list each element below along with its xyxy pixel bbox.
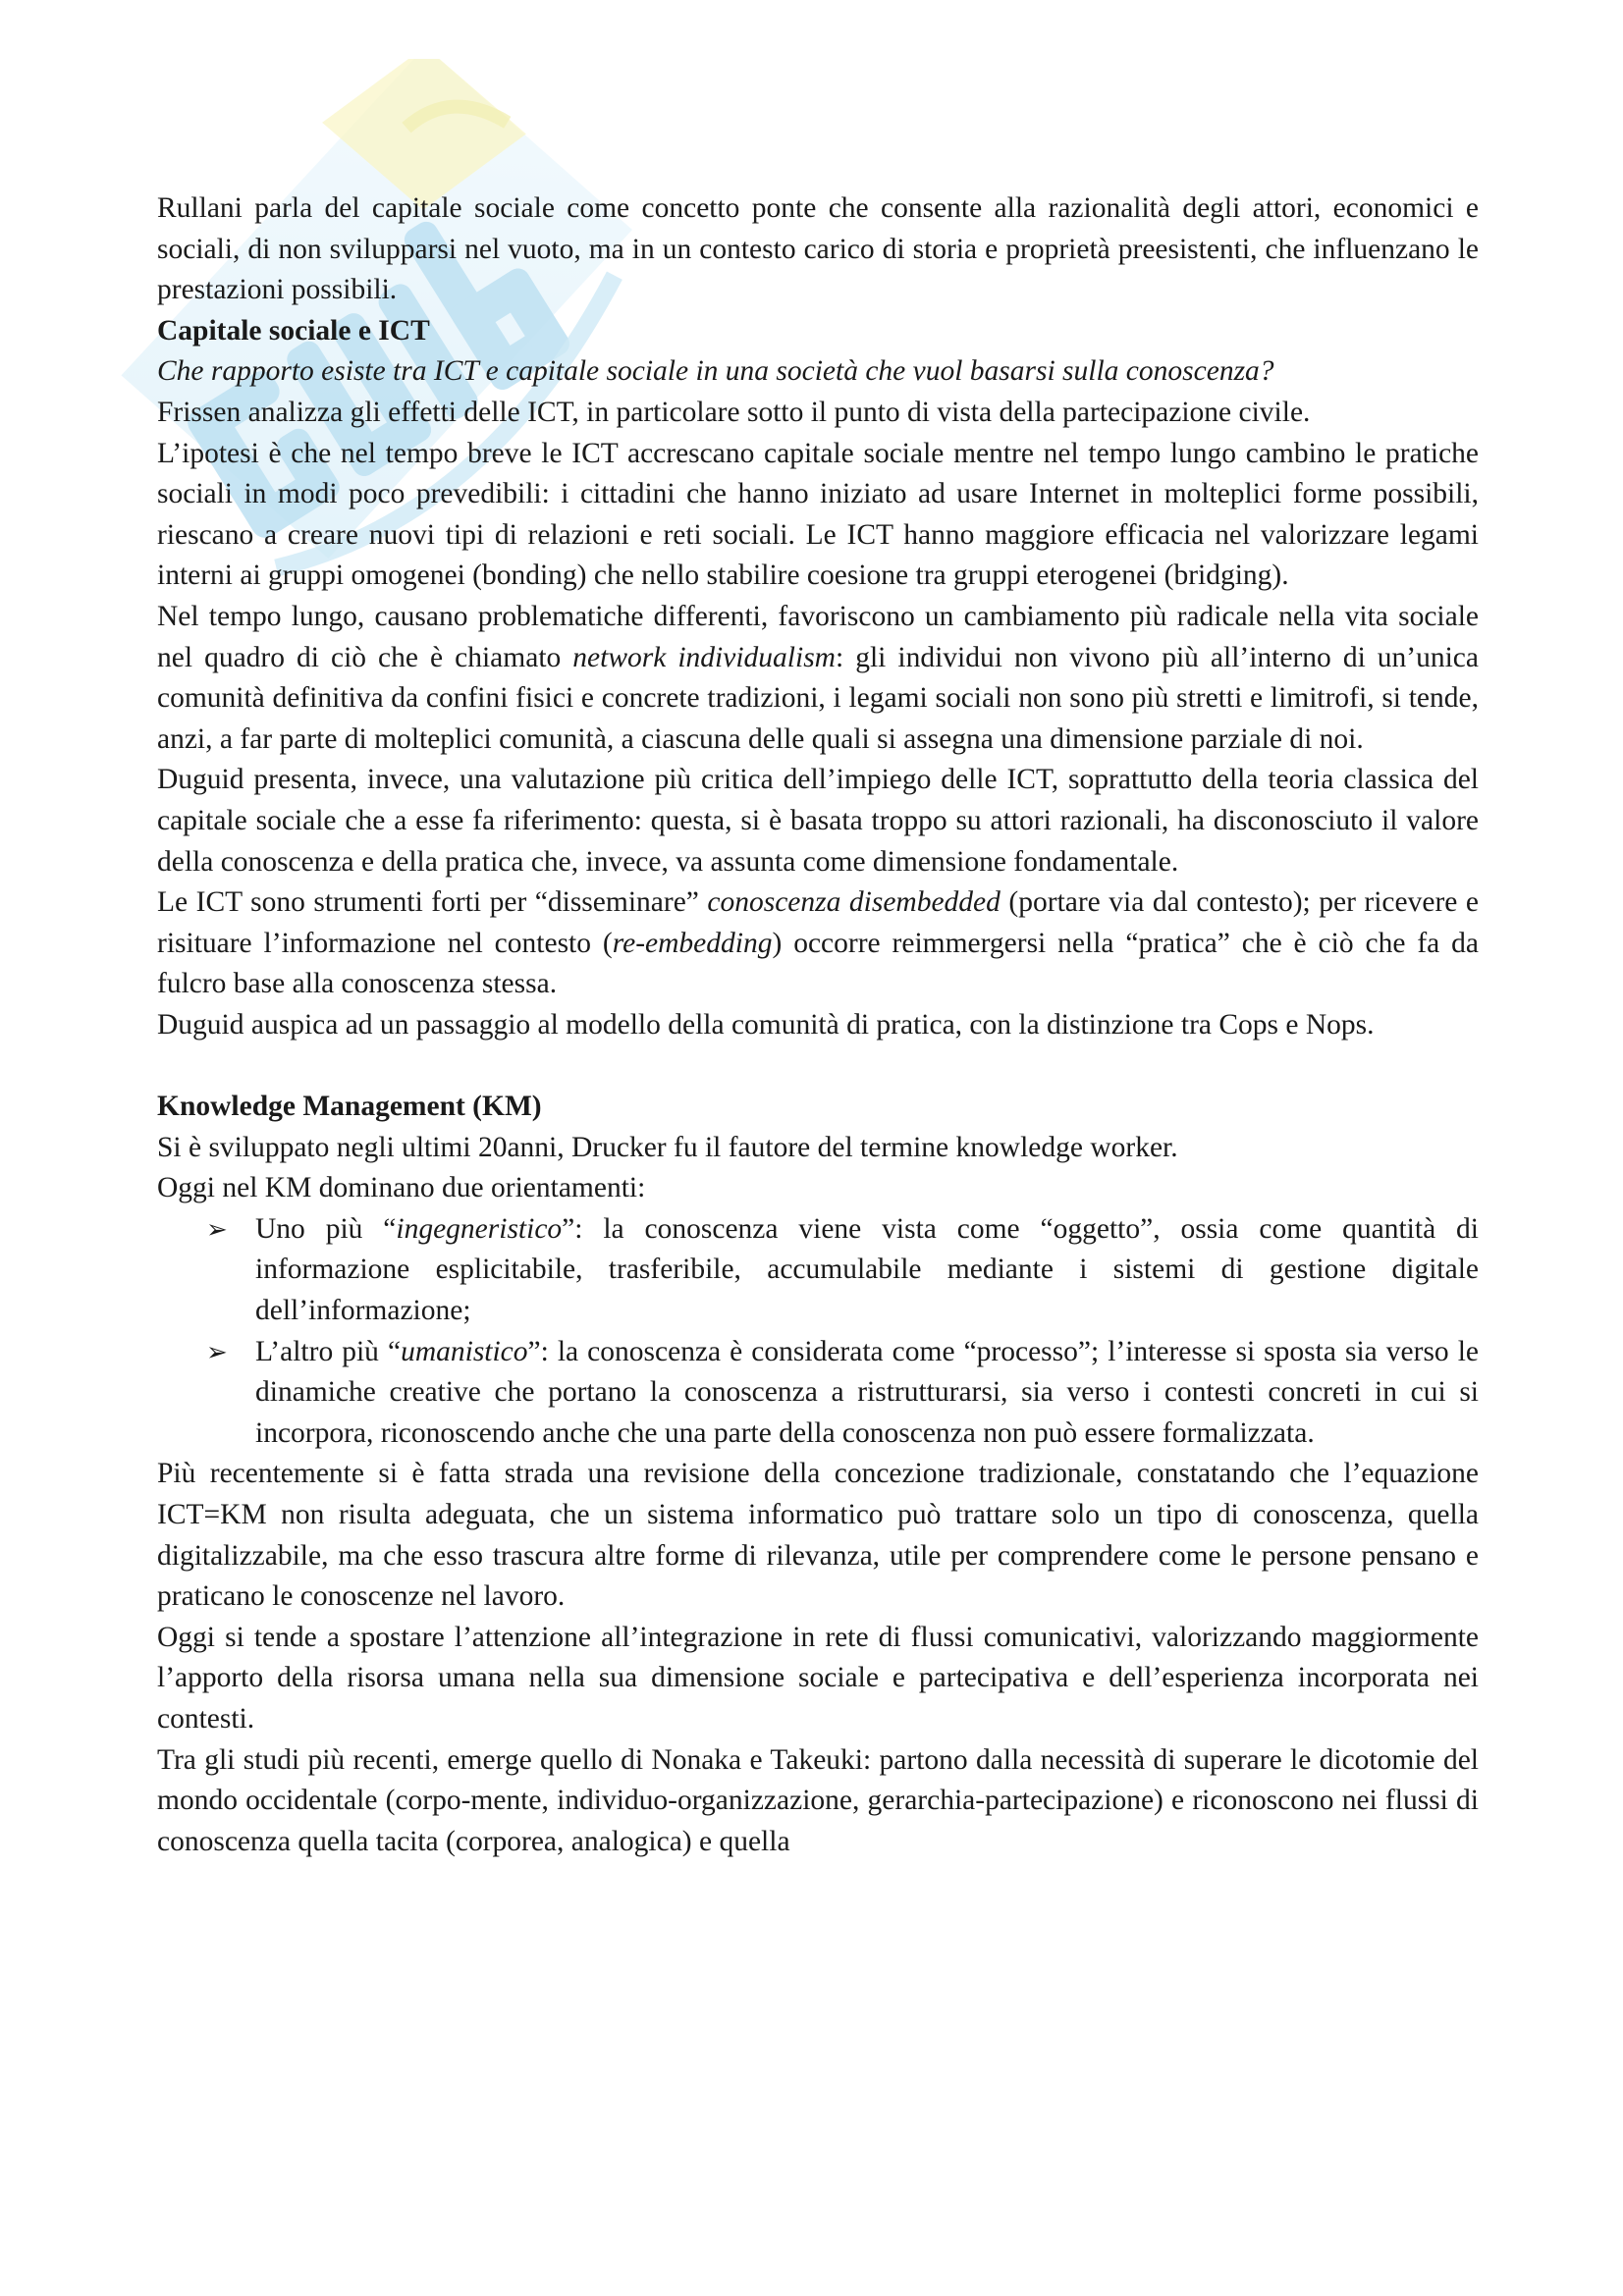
italic-term: ingegneristico: [396, 1212, 563, 1245]
text-run: ”: la conoscenza è considerata come “processo”; l’interesse si sposta sia verso le dinamiche creative che portano la conoscenza a ristrutturarsi, sia verso i contesti concreti in cui si incorpora, riconoscendo anche che una parte della conoscenza non può essere formalizzata.: [255, 1335, 1479, 1449]
section-question: Che rapporto esiste tra ICT e capitale sociale in una società che vuol basarsi sulla conoscenza?: [157, 355, 1274, 388]
paragraph: Rullani parla del capitale sociale come concetto ponte che consente alla razionalità degli attori, economici e sociali, di non svilupparsi nel vuoto, ma in un contesto carico di storia e proprietà preesistenti, che influenzano le prestazioni possibili.: [157, 192, 1479, 306]
paragraph: Duguid presenta, invece, una valutazione più critica dell’impiego delle ICT, soprattutto della teoria classica del capitale sociale che a esse fa riferimento: questa, si è basata troppo su attori razionali, ha disconosciuto il valore della conoscenza e della pratica che, invece, va assunta come dimensione fondamentale.: [157, 764, 1479, 878]
text-run: : gli individui non vivono più all’interno di un’unica comunità definitiva da confini fisici e concrete tradizioni, i legami sociali non sono più stretti e limitrofi, si tende, anzi, a far parte di molteplici comunità, a ciascuna delle quali si assegna una dimensione parziale di noi.: [157, 641, 1479, 755]
list-item: [157, 1332, 1479, 1455]
spacer: [157, 1045, 1479, 1087]
paragraph: [157, 597, 1479, 760]
text-run: Uno più “: [255, 1212, 397, 1245]
document-page: [157, 188, 1479, 1862]
paragraph: Tra gli studi più recenti, emerge quello di Nonaka e Takeuki: partono dalla necessità di superare le dicotomie del mondo occidentale (corpo-mente, individuo-organizzazione, gerarchia-partecipazione) e riconoscono nei flussi di conoscenza quella tacita (corporea, analogica) e quella: [157, 1743, 1479, 1857]
text-run: Nel tempo lungo, causano problematiche differenti, favoriscono un cambiamento più radicale nella vita sociale nel quadro di ciò che è chiamato: [157, 600, 1479, 673]
bullet-list: [157, 1209, 1479, 1455]
paragraph: Frissen analizza gli effetti delle ICT, in particolare sotto il punto di vista della partecipazione civile.: [157, 396, 1311, 428]
paragraph: Oggi nel KM dominano due orientamenti:: [157, 1172, 646, 1204]
italic-term: network individualism: [572, 641, 836, 673]
italic-term: re-embedding: [612, 927, 773, 959]
italic-term: conoscenza disembedded: [707, 886, 1001, 919]
arrow-bullet-icon: ➢: [206, 1337, 228, 1366]
text-run: Le ICT sono strumenti forti per “disseminare”: [157, 886, 708, 919]
italic-term: umanistico: [401, 1335, 528, 1367]
text-run: (portare via dal contesto); per ricevere e risituare l’informazione nel contesto (: [157, 886, 1479, 959]
text-run: ) occorre reimmergersi nella “pratica” che è ciò che fa da fulcro base alla conoscenza stessa.: [157, 927, 1479, 1000]
paragraph: [157, 882, 1479, 1005]
paragraph: Si è sviluppato negli ultimi 20anni, Drucker fu il fautore del termine knowledge worker.: [157, 1131, 1178, 1163]
text-run: ”: la conoscenza viene vista come “oggetto”, ossia come quantità di informazione esplicitabile, trasferibile, accumulabile mediante i sistemi di gestione digitale dell’informazione;: [255, 1212, 1480, 1327]
paragraph: Più recentemente si è fatta strada una revisione della concezione tradizionale, constatando che l’equazione ICT=KM non risulta adeguata, che un sistema informatico può trattare solo un tipo di conoscenza, quella digitalizzabile, ma che esso trascura altre forme di rilevanza, utile per comprendere come le persone pensano e praticano le conoscenze nel lavoro.: [157, 1458, 1479, 1613]
section-heading: Knowledge Management (KM): [157, 1091, 542, 1123]
paragraph: Oggi si tende a spostare l’attenzione all’integrazione in rete di flussi comunicativi, valorizzando maggiormente l’apporto della risorsa umana nella sua dimensione sociale e partecipativa e dell’esperienza incorporata nei contesti.: [157, 1621, 1479, 1735]
paragraph: L’ipotesi è che nel tempo breve le ICT accrescano capitale sociale mentre nel tempo lungo cambino le pratiche sociali in modi poco prevedibili: i cittadini che hanno iniziato ad usare Internet in molteplici forme possibili, riescano a creare nuovi tipi di relazioni e reti sociali. Le ICT hanno maggiore efficacia nel valorizzare legami interni ai gruppi omogenei (bonding) che nello stabilire coesione tra gruppi eterogenei (bridging).: [157, 437, 1479, 592]
section-heading: Capitale sociale e ICT: [157, 314, 430, 347]
paragraph: Duguid auspica ad un passaggio al modello della comunità di pratica, con la distinzione tra Cops e Nops.: [157, 1008, 1375, 1041]
list-item: [157, 1209, 1479, 1332]
arrow-bullet-icon: ➢: [206, 1214, 228, 1244]
text-run: L’altro più “: [255, 1335, 402, 1367]
